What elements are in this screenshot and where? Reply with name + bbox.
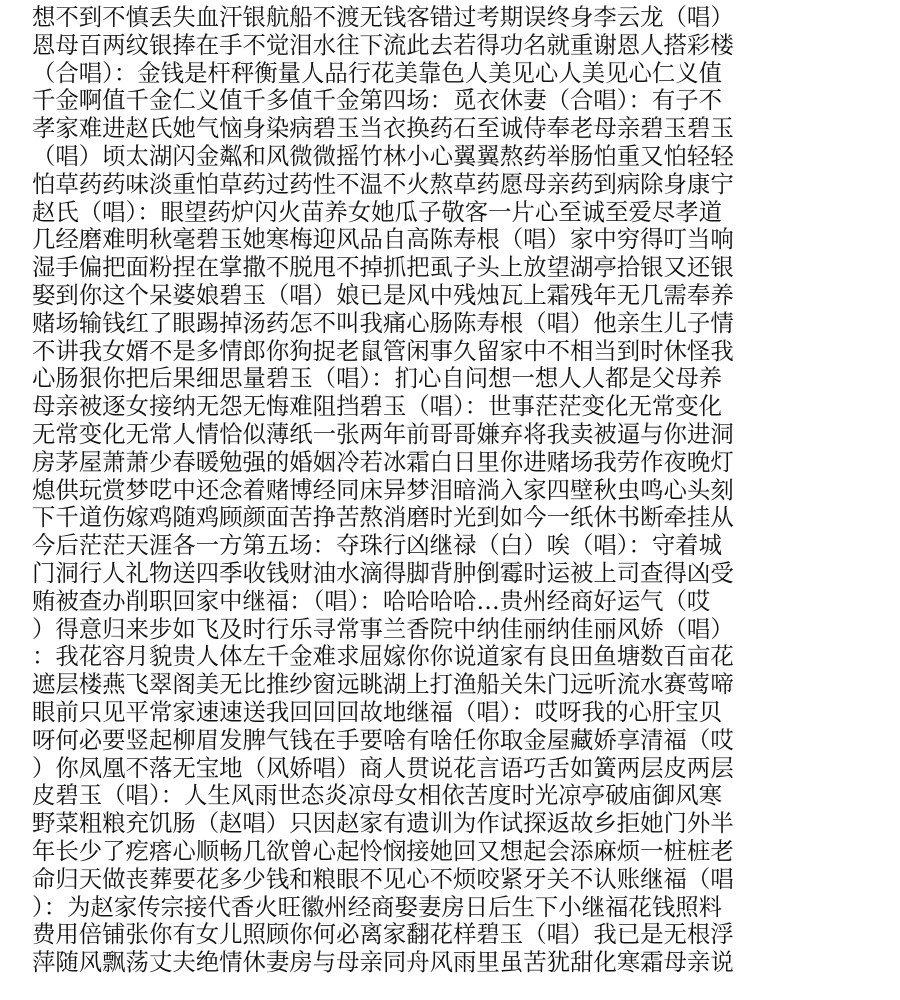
text-line: 湿手偏把面粉捏在掌撒不脱甩不掉抓把虱子头上放望湖亭拾银又还银 — [32, 254, 734, 282]
text-line: 眼前只见平常家速速送我回回回故地继福（唱）：哎呀我的心肝宝贝 — [32, 698, 723, 726]
text-line: 房茅屋萧萧少春暖勉强的婚姻冷若冰霜白日里你进赌场我劳作夜晚灯 — [32, 448, 734, 476]
text-line: 熄供玩赏梦呓中还念着赌博经同床异梦泪暗淌入家四壁秋虫鸣心头刻 — [32, 476, 734, 504]
text-line: 年长少了疙瘩心顺畅几欲曾心起怜悯接她回又想起会添麻烦一桩桩老 — [32, 837, 734, 865]
text-line: 恩母百两纹银捧在手不觉泪水往下流此去若得功名就重谢恩人搭彩楼 — [32, 31, 734, 59]
text-line: 想不到不慎丢失血汗银航船不渡无钱客错过考期误终身李云龙（唱） — [32, 4, 734, 31]
text-line: ）：为赵家传宗接代香火旺徽州经商娶妻房日后生下小继福花钱照料 — [32, 893, 723, 921]
text-line: ）得意归来步如飞及时行乐寻常事兰香院中纳佳丽纳佳丽风娇（唱） — [32, 615, 734, 643]
text-line: 孝家难进赵氏她气恼身染病碧玉当衣换药石至诚侍奉老母亲碧玉碧玉 — [32, 115, 734, 143]
text-page — [32, 4, 876, 977]
text-line: 皮碧玉（唱）：人生风雨世态炎凉母女相依苦度时光凉亭破庙御风寒 — [32, 782, 723, 810]
text-line: 贿被查办削职回家中继福：（唱）：哈哈哈哈…贵州经商好运气（哎 — [32, 587, 711, 615]
text-line: 几经磨难明秋毫碧玉她寒梅迎风品自高陈寿根（唱）家中穷得叮当响 — [32, 226, 734, 254]
text-line: 今后茫茫天涯各一方第五场：夺珠行凶继禄（白）唉（唱）：守着城 — [32, 532, 723, 560]
text-line: 下千道伤嫁鸡随鸡顾颜面苦挣苦熬消磨时光到如今一纸休书断牵挂从 — [32, 504, 734, 532]
text-line: 母亲被逐女接纳无怨无悔难阻挡碧玉（唱）：世事茫茫变化无常变化 — [32, 393, 723, 421]
text-line: ）你凤凰不落无宝地（风娇唱）商人贯说花言语巧舌如簧两层皮两层 — [32, 754, 734, 782]
text-line: （合唱）：金钱是杆秤衡量人品行花美靠色人美见心人美见心仁义值 — [32, 59, 723, 87]
text-line: （唱）顷太湖闪金粼和风微微摇竹林小心翼翼熬药举肠怕重又怕轻轻 — [32, 142, 734, 170]
text-line: 不讲我女婿不是多情郎你狗捉老鼠管闲事久留家中不相当到时休怪我 — [32, 337, 734, 365]
text-line: ：我花容月貌贵人体左千金难求屈嫁你你说道家有良田鱼塘数百亩花 — [32, 643, 734, 671]
text-line: 赌场输钱红了眼踢掉汤药怎不叫我痛心肠陈寿根（唱）他亲生儿子情 — [32, 309, 734, 337]
text-line: 心肠狠你把后果细思量碧玉（唱）：扪心自问想一想人人都是父母养 — [32, 365, 723, 393]
text-line: 遮层楼燕飞翠阁美无比推纱窗远眺湖上打渔船关朱门远听流水赛莺啼 — [32, 671, 734, 699]
text-line: 野菜粗粮充饥肠（赵唱）只因赵家有遗训为作试探返故乡拒她门外半 — [32, 810, 734, 838]
text-line: 费用倍铺张你有女儿照顾你何必离家翻花样碧玉（唱）我已是无根浮 — [32, 921, 734, 949]
text-line: 呀何必要竖起柳眉发脾气钱在手要啥有啥任你取金屋藏娇享清福（哎 — [32, 726, 734, 754]
text-line: 怕草药药味淡重怕草药过药性不温不火熬草药愿母亲药到病除身康宁 — [32, 170, 734, 198]
text-line: 无常变化无常人情恰似薄纸一张两年前哥哥嫌弃将我卖被逼与你进洞 — [32, 420, 734, 448]
text-line: 门洞行人礼物送四季收钱财油水滴得脚背肿倒霉时运被上司查得凶受 — [32, 559, 734, 587]
text-line: 娶到你这个呆婆娘碧玉（唱）娘已是风中残烛瓦上霜残年无几需奉养 — [32, 281, 734, 309]
text-line: 命归天做丧葬要花多少钱和粮眼不见心不烦咬紧牙关不认账继福（唱 — [32, 865, 734, 893]
text-line: 萍随风飘荡丈夫绝情休妻房与母亲同舟风雨里虽苦犹甜化寒霜母亲说 — [32, 949, 734, 977]
text-line: 赵氏（唱）：眼望药炉闪火苗养女她瓜子敬客一片心至诚至爱尽孝道 — [32, 198, 723, 226]
text-line: 千金啊值千金仁义值千多值千金第四场：觅衣休妻（合唱）：有子不 — [32, 87, 723, 115]
